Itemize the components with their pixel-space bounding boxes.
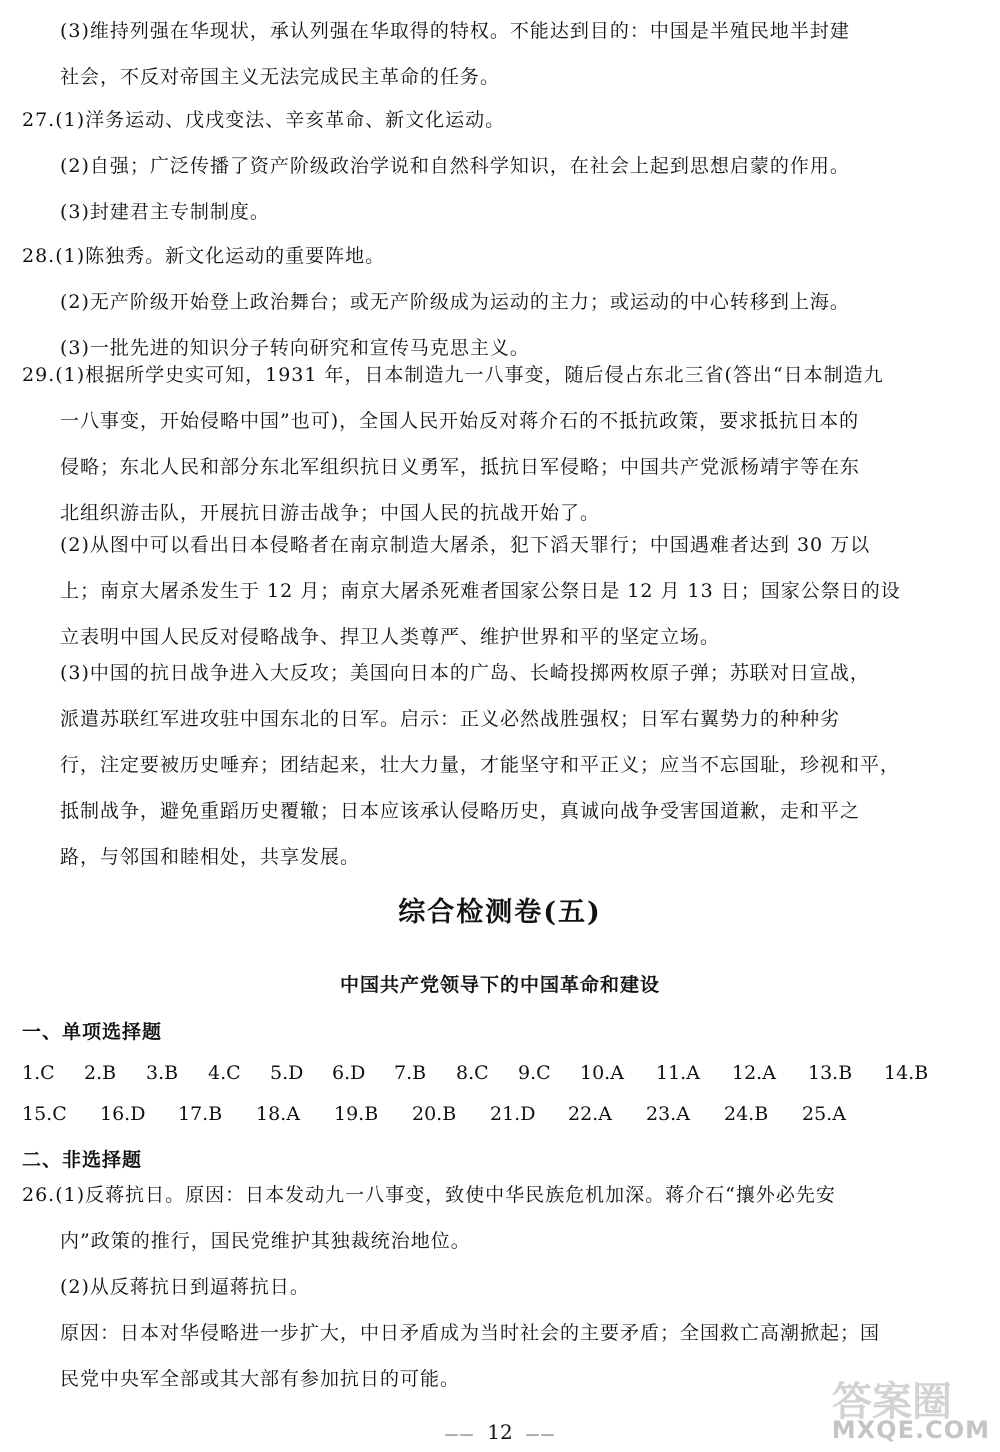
- answer-item: 12.A: [732, 1062, 776, 1084]
- answer-item: 17.B: [178, 1103, 223, 1125]
- page-number: 12: [487, 1420, 513, 1444]
- answer-item: 15.C: [22, 1103, 67, 1125]
- text-line: 社会，不反对帝国主义无法完成民主革命的任务。: [60, 66, 501, 88]
- text-line: 27.(1)洋务运动、戊戌变法、辛亥革命、新文化运动。: [22, 109, 506, 131]
- text-line: 内”政策的推行，国民党维护其独裁统治地位。: [60, 1230, 471, 1252]
- answer-item: 9.C: [518, 1062, 551, 1084]
- text-line: (3)中国的抗日战争进入大反攻；美国向日本的广岛、长崎投掷两枚原子弹；苏联对日宣战，: [60, 662, 870, 684]
- answer-item: 25.A: [802, 1103, 846, 1125]
- answer-item: 14.B: [884, 1062, 929, 1084]
- section-subtitle: 中国共产党领导下的中国革命和建设: [339, 974, 660, 996]
- text-line: 28.(1)陈独秀。新文化运动的重要阵地。: [22, 245, 386, 267]
- section-title: 综合检测卷(五): [398, 897, 602, 928]
- text-line: 派遣苏联红军进攻驻中国东北的日军。启示：正义必然战胜强权；日军右翼势力的种种劣: [60, 708, 841, 730]
- text-line: 立表明中国人民反对侵略战争、捍卫人类尊严、维护世界和平的坚定立场。: [60, 626, 721, 648]
- q28-answer: [0, 233, 1000, 371]
- answer-item: 19.B: [334, 1103, 379, 1125]
- answer-row-2: [22, 1103, 880, 1125]
- footer-dash: ——: [525, 1427, 556, 1443]
- answer-item: 13.B: [808, 1062, 853, 1084]
- q26-3-answer: [0, 8, 1000, 100]
- part1-heading: 一、单项选择题: [22, 1021, 163, 1043]
- answer-item: 4.C: [208, 1062, 241, 1084]
- q27-answer: [0, 97, 1000, 235]
- q29-1-answer: [0, 352, 1000, 536]
- answer-item: 7.B: [394, 1062, 427, 1084]
- answer-item: 10.A: [580, 1062, 624, 1084]
- text-line: 29.(1)根据所学史实可知，1931 年，日本制造九一八事变，随后侵占东北三省(答出“日本制造九: [22, 364, 884, 386]
- answer-item: 8.C: [456, 1062, 489, 1084]
- text-line: (3)一批先进的知识分子转向研究和宣传马克思主义。: [60, 337, 530, 359]
- answer-item: 23.A: [646, 1103, 690, 1125]
- answer-item: 22.A: [568, 1103, 612, 1125]
- text-line: 侵略；东北人民和部分东北军组织抗日义勇军，抵抗日军侵略；中国共产党派杨靖宇等在东: [60, 456, 861, 478]
- text-line: 一八事变，开始侵略中国”也可)，全国人民开始反对蒋介石的不抵抗政策，要求抵抗日本的: [60, 410, 860, 432]
- text-line: 路，与邻国和睦相处，共享发展。: [60, 846, 361, 868]
- part2-heading: 二、非选择题: [22, 1149, 143, 1171]
- answer-item: 6.D: [332, 1062, 366, 1084]
- answer-item: 16.D: [100, 1103, 146, 1125]
- q26-answer: [0, 1172, 1000, 1402]
- q29-2-answer: [0, 522, 1000, 660]
- answer-item: 18.A: [256, 1103, 300, 1125]
- watermark: [832, 1370, 992, 1444]
- answer-item: 3.B: [146, 1062, 179, 1084]
- text-line: 原因：日本对华侵略进一步扩大，中日矛盾成为当时社会的主要矛盾；全国救亡高潮掀起；国: [60, 1322, 881, 1344]
- answer-item: 24.B: [724, 1103, 769, 1125]
- text-line: 抵制战争，避免重蹈历史覆辙；日本应该承认侵略历史，真诚向战争受害国道歉，走和平之: [60, 800, 861, 822]
- answer-row-1: [22, 1062, 960, 1084]
- answer-item: 1.C: [22, 1062, 55, 1084]
- answer-item: 2.B: [84, 1062, 117, 1084]
- text-line: 北组织游击队，开展抗日游击战争；中国人民的抗战开始了。: [60, 502, 601, 524]
- text-line: 上；南京大屠杀发生于 12 月；南京大屠杀死难者国家公祭日是 12 月 13 日；国家公祭日的设: [60, 580, 901, 602]
- answer-item: 11.A: [656, 1062, 700, 1084]
- text-line: 民党中央军全部或其大部有参加抗日的可能。: [60, 1368, 461, 1390]
- watermark-logo: 答案圈: [832, 1379, 952, 1425]
- watermark-url: MXQE.COM: [831, 1416, 990, 1444]
- q29-3-answer: [0, 650, 1000, 880]
- text-line: (3)维持列强在华现状，承认列强在华取得的特权。不能达到目的：中国是半殖民地半封建: [60, 20, 850, 42]
- text-line: (2)从图中可以看出日本侵略者在南京制造大屠杀，犯下滔天罪行；中国遇难者达到 30 万以: [60, 534, 871, 556]
- answer-item: 5.D: [270, 1062, 304, 1084]
- text-line: 行，注定要被历史唾弃；团结起来，壮大力量，才能坚守和平正义；应当不忘国耻，珍视和平，: [60, 754, 901, 776]
- text-line: (2)从反蒋抗日到逼蒋抗日。: [60, 1276, 310, 1298]
- footer-dash: ——: [444, 1427, 475, 1443]
- text-line: (2)无产阶级开始登上政治舞台；或无产阶级成为运动的主力；或运动的中心转移到上海。: [60, 291, 850, 313]
- text-line: (3)封建君主专制制度。: [60, 201, 270, 223]
- text-line: (2)自强；广泛传播了资产阶级政治学说和自然科学知识，在社会上起到思想启蒙的作用。: [60, 155, 850, 177]
- answer-item: 20.B: [412, 1103, 457, 1125]
- text-line: 26.(1)反蒋抗日。原因：日本发动九一八事变，致使中华民族危机加深。蒋介石“攘外必先安: [22, 1184, 836, 1206]
- answer-item: 21.D: [490, 1103, 536, 1125]
